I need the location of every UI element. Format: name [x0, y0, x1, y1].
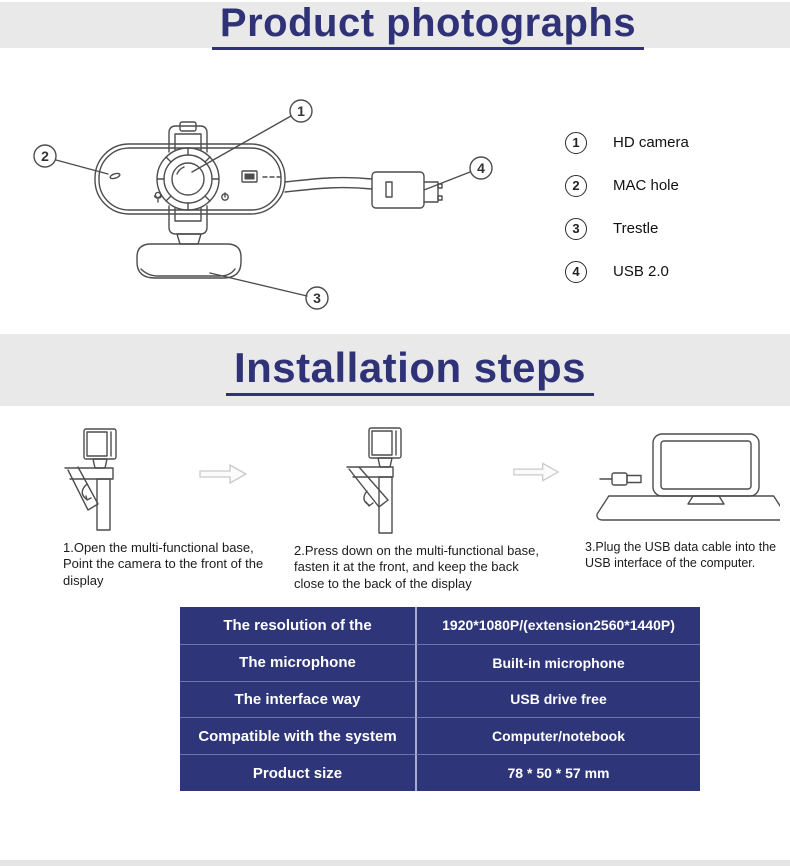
spec-table [180, 607, 700, 791]
photos-title-band [0, 2, 790, 48]
spec-value-interface: USB drive free [415, 681, 700, 718]
legend-item-mac-hole: 2 MAC hole [565, 164, 775, 207]
circled-1-icon: 1 [565, 132, 587, 154]
laptop-usb-diagram [595, 430, 780, 530]
spec-label-resolution: The resolution of the [223, 616, 372, 634]
spec-value-compatibility: Computer/notebook [415, 717, 700, 754]
webcam-clamped-diagram [343, 425, 458, 537]
parts-legend [565, 121, 775, 293]
photos-title: Product photographs [212, 1, 644, 50]
callout-3: 3 [313, 290, 321, 306]
spec-value-size: 78 * 50 * 57 mm [415, 754, 700, 791]
spec-label-compatibility: Compatible with the system [180, 717, 415, 754]
webcam-open-base-diagram [60, 422, 180, 537]
install-title: Installation steps [226, 344, 594, 396]
step-1-caption: 1.Open the multi-functional base, Point the camera to the front of the display [63, 540, 264, 588]
circled-3-icon: 3 [565, 218, 587, 240]
circled-2-icon: 2 [565, 175, 587, 197]
legend-item-trestle: 3 Trestle [565, 207, 775, 250]
arrow-right-icon [198, 463, 248, 485]
circled-4-icon: 4 [565, 261, 587, 283]
spec-label-interface: The interface way [180, 681, 415, 718]
callout-1: 1 [297, 103, 305, 119]
arrow-right-icon [512, 461, 560, 483]
spec-value-microphone: Built-in microphone [415, 644, 700, 681]
spec-value-resolution: 1920*1080P/(extension2560*1440P) [415, 607, 700, 644]
legend-item-usb: 4 USB 2.0 [565, 250, 775, 293]
step-3-caption: 3.Plug the USB data cable into the USB interface of the computer. [585, 540, 777, 570]
spec-label-microphone: The microphone [180, 644, 415, 681]
install-title-band [0, 334, 790, 406]
bottom-divider [0, 860, 790, 866]
webcam-front-diagram [20, 92, 520, 322]
callout-2: 2 [41, 148, 49, 164]
callout-4: 4 [477, 160, 485, 176]
legend-item-hd-camera: 1 HD camera [565, 121, 775, 164]
step-2-caption: 2.Press down on the multi-functional base, fasten it at the front, and keep the back close to the back of the display [294, 543, 539, 591]
spec-label-size: Product size [180, 754, 415, 791]
